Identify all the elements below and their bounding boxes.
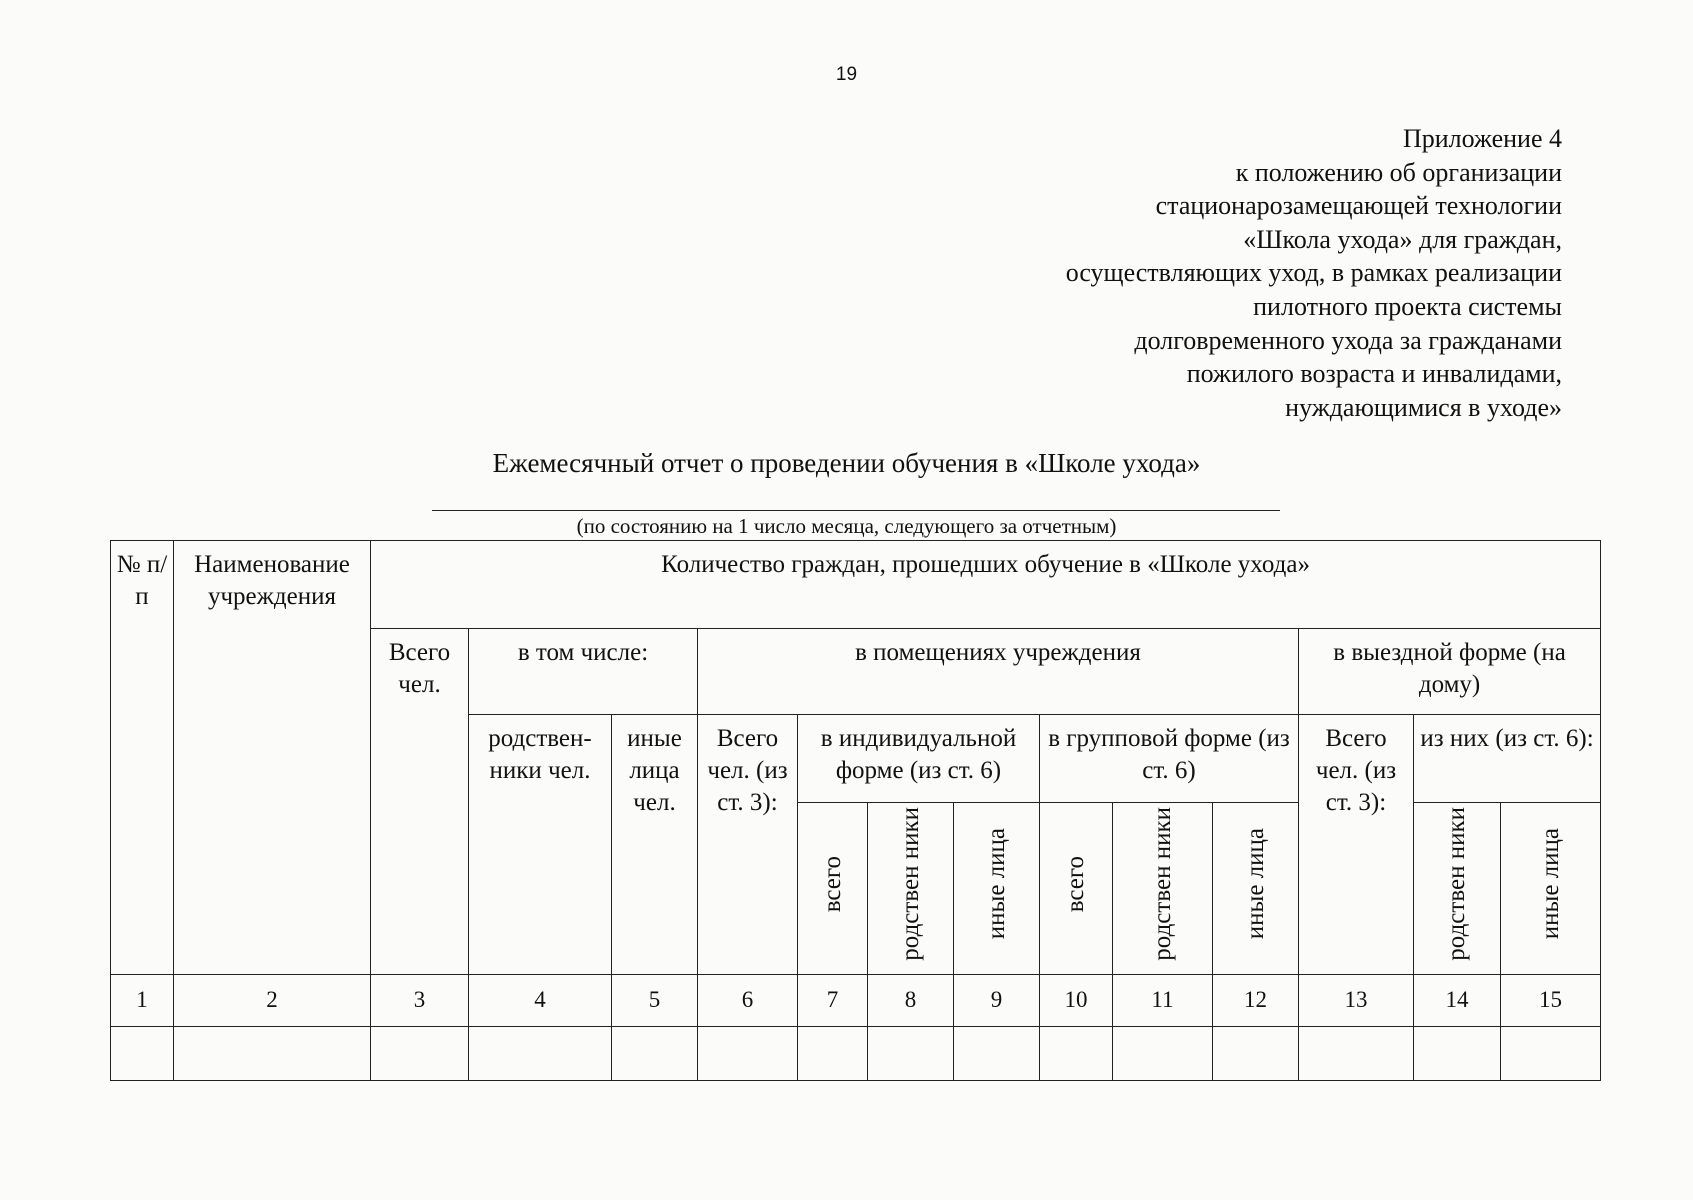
appendix-header [1066,122,1562,424]
empty-cell [1113,1026,1213,1080]
header-trained-count: Количество граждан, прошедших обучение в «Школе ухода» [371,541,1601,629]
header-premises-total: Всего чел. (из ст. 3): [698,715,798,975]
column-number: 13 [1299,974,1414,1026]
header-others-people: иные лица чел. [612,715,698,975]
vertical-label: родствен ники [1443,807,1470,961]
empty-cell [1213,1026,1299,1080]
header-individual-all [798,803,868,975]
column-number: 15 [1501,974,1601,1026]
empty-cell [111,1026,174,1080]
header-outreach-total: Всего чел. (из ст. 3): [1299,715,1414,975]
header-relatives-people: родствен-ники чел. [469,715,612,975]
column-number: 7 [798,974,868,1026]
empty-cell [1040,1026,1113,1080]
column-numbers-row [111,974,1601,1026]
header-group-relatives [1113,803,1213,975]
empty-cell [1414,1026,1501,1080]
report-subnote: (по состоянию на 1 число месяца, следующего за отчетным) [576,514,1117,538]
column-number: 2 [174,974,371,1026]
report-title: Ежемесячный отчет о проведении обучения в «Школе ухода» [492,448,1201,478]
empty-cell [798,1026,868,1080]
vertical-label: иные лица [982,828,1010,940]
column-number: 6 [698,974,798,1026]
vertical-label: иные лица [1241,828,1269,940]
header-individual-form: в индивидуальной форме (из ст. 6) [798,715,1040,803]
appendix-line: долговременного ухода за гражданами [1134,325,1562,355]
vertical-label: всего [818,855,846,912]
header-group-all [1040,803,1113,975]
column-number: 11 [1113,974,1213,1026]
report-table [110,540,1601,1081]
header-row-number: № п/п [111,541,174,975]
column-number: 9 [954,974,1040,1026]
header-total-people: Всего чел. [371,629,469,975]
header-individual-relatives [868,803,954,975]
appendix-line: «Школа ухода» для граждан, [1243,224,1562,254]
empty-cell [1501,1026,1601,1080]
empty-cell [868,1026,954,1080]
empty-data-row [111,1026,1601,1080]
empty-cell [174,1026,371,1080]
header-group-form: в групповой форме (из ст. 6) [1040,715,1299,803]
appendix-line: Приложение 4 [1402,124,1562,153]
vertical-label: всего [1062,855,1089,912]
header-in-premises: в помещениях учреждения [698,629,1299,715]
empty-cell [469,1026,612,1080]
header-group-others [1213,803,1299,975]
header-institution-name: Наименование учреждения [174,541,371,975]
appendix-line: нуждающимися в уходе» [1285,392,1562,422]
appendix-line: стационарозамещающей технологии [1155,191,1562,221]
column-number: 5 [612,974,698,1026]
header-of-them: из них (из ст. 6): [1414,715,1601,803]
vertical-label: родствен ники [1148,807,1176,961]
page-number: 19 [835,64,858,85]
empty-cell [371,1026,469,1080]
header-outreach: в выездной форме (на дому) [1299,629,1601,715]
column-number: 4 [469,974,612,1026]
empty-cell [612,1026,698,1080]
column-number: 14 [1414,974,1501,1026]
header-outreach-relatives [1414,803,1501,975]
vertical-label: родствен ники [896,807,924,961]
appendix-line: пожилого возраста и инвалидами, [1186,359,1562,389]
column-number: 3 [371,974,469,1026]
column-number: 12 [1213,974,1299,1026]
appendix-line: пилотного проекта системы [1253,291,1562,321]
blank-fill-line [432,510,1280,511]
empty-cell [1299,1026,1414,1080]
empty-cell [698,1026,798,1080]
header-individual-others [954,803,1040,975]
empty-cell [954,1026,1040,1080]
column-number: 1 [111,974,174,1026]
appendix-line: осуществляющих уход, в рамках реализации [1065,258,1562,288]
vertical-label: иные лица [1536,828,1564,940]
column-number: 10 [1040,974,1113,1026]
header-outreach-others [1501,803,1601,975]
header-including: в том числе: [469,629,698,715]
appendix-line: к положению об организации [1235,157,1562,187]
column-number: 8 [868,974,954,1026]
